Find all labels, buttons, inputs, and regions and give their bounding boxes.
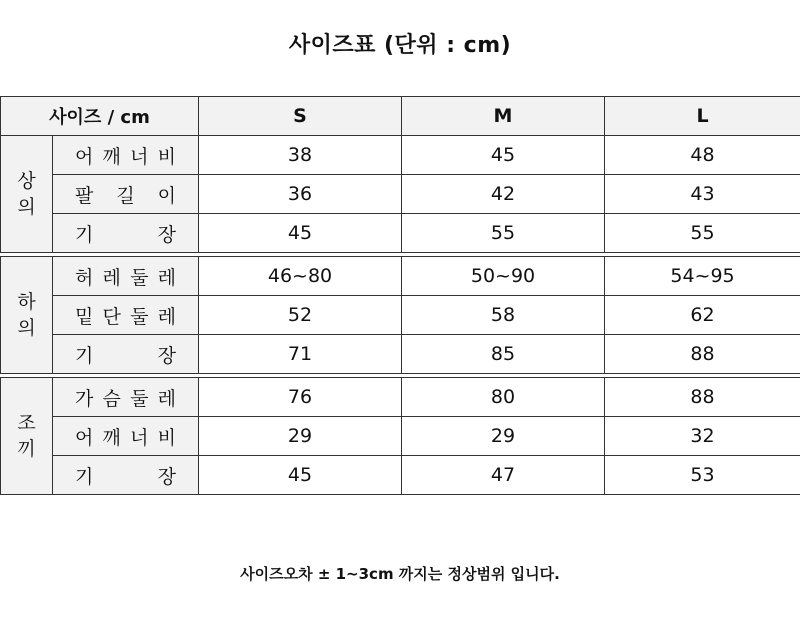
table-row bbox=[1, 456, 800, 495]
measurement-label bbox=[53, 423, 198, 450]
measurement-label bbox=[53, 462, 198, 489]
measurement-label-cell bbox=[53, 214, 199, 253]
measurement-label-char: 기 bbox=[75, 223, 94, 246]
measurement-label-char: 깨 bbox=[102, 145, 121, 168]
measurement-label-char: 레 bbox=[102, 266, 121, 289]
category-char: 상 bbox=[17, 170, 36, 192]
measurement-label-char: 기 bbox=[75, 465, 94, 488]
header-row bbox=[1, 97, 800, 136]
measurement-label bbox=[53, 341, 198, 368]
value-cell-m: 58 bbox=[402, 296, 605, 335]
header-size-s: S bbox=[199, 97, 402, 136]
value-cell-l: 88 bbox=[605, 378, 800, 417]
measurement-label-cell bbox=[53, 175, 199, 214]
table-row bbox=[1, 378, 800, 417]
header-size-m: M bbox=[402, 97, 605, 136]
value-cell-s: 52 bbox=[199, 296, 402, 335]
value-cell-s: 45 bbox=[199, 214, 402, 253]
category-char: 의 bbox=[17, 317, 36, 339]
table-row bbox=[1, 214, 800, 253]
measurement-label-cell bbox=[53, 417, 199, 456]
value-cell-l: 54~95 bbox=[605, 257, 800, 296]
value-cell-s: 38 bbox=[199, 136, 402, 175]
header-corner-cell: 사이즈 / cm bbox=[1, 97, 199, 136]
size-tolerance-note: 사이즈오차 ± 1~3cm 까지는 정상범위 입니다. bbox=[240, 565, 560, 583]
measurement-label bbox=[53, 384, 198, 411]
measurement-label-char: 레 bbox=[157, 266, 176, 289]
measurement-label-char: 어 bbox=[75, 426, 94, 449]
measurement-label-cell bbox=[53, 378, 199, 417]
measurement-label-cell bbox=[53, 456, 199, 495]
measurement-label-char: 레 bbox=[157, 387, 176, 410]
measurement-label-char: 너 bbox=[130, 145, 149, 168]
value-cell-m: 55 bbox=[402, 214, 605, 253]
value-cell-l: 43 bbox=[605, 175, 800, 214]
measurement-label-char: 팔 bbox=[75, 184, 94, 207]
category-cell-bottom bbox=[1, 257, 53, 374]
measurement-label-char: 깨 bbox=[102, 426, 121, 449]
measurement-label-char: 너 bbox=[130, 426, 149, 449]
value-cell-m: 29 bbox=[402, 417, 605, 456]
measurement-label bbox=[53, 263, 198, 290]
measurement-label-char: 기 bbox=[75, 344, 94, 367]
measurement-label-char: 레 bbox=[157, 305, 176, 328]
table-body bbox=[1, 136, 800, 495]
measurement-label-char: 단 bbox=[102, 305, 121, 328]
value-cell-l: 88 bbox=[605, 335, 800, 374]
measurement-label-char: 둘 bbox=[130, 387, 149, 410]
value-cell-s: 29 bbox=[199, 417, 402, 456]
category-char: 의 bbox=[17, 196, 36, 218]
value-cell-s: 71 bbox=[199, 335, 402, 374]
value-cell-m: 85 bbox=[402, 335, 605, 374]
category-char: 끼 bbox=[17, 438, 36, 460]
table-row bbox=[1, 257, 800, 296]
value-cell-s: 76 bbox=[199, 378, 402, 417]
measurement-label-char: 비 bbox=[157, 145, 176, 168]
value-cell-m: 45 bbox=[402, 136, 605, 175]
value-cell-l: 55 bbox=[605, 214, 800, 253]
measurement-label bbox=[53, 181, 198, 208]
value-cell-s: 46~80 bbox=[199, 257, 402, 296]
table-row bbox=[1, 335, 800, 374]
category-cell-top bbox=[1, 136, 53, 253]
value-cell-m: 80 bbox=[402, 378, 605, 417]
value-cell-m: 42 bbox=[402, 175, 605, 214]
measurement-label-char: 길 bbox=[116, 184, 135, 207]
measurement-label-char: 허 bbox=[75, 266, 94, 289]
size-chart-table bbox=[0, 96, 800, 495]
measurement-label-char: 밑 bbox=[75, 305, 94, 328]
table-row bbox=[1, 136, 800, 175]
value-cell-s: 45 bbox=[199, 456, 402, 495]
value-cell-l: 32 bbox=[605, 417, 800, 456]
category-char: 조 bbox=[17, 412, 36, 434]
value-cell-l: 53 bbox=[605, 456, 800, 495]
header-size-l: L bbox=[605, 97, 800, 136]
measurement-label-char: 장 bbox=[157, 344, 177, 367]
measurement-label-char: 슴 bbox=[102, 387, 121, 410]
measurement-label-char: 둘 bbox=[130, 305, 149, 328]
measurement-label-cell bbox=[53, 136, 199, 175]
measurement-label bbox=[53, 142, 198, 169]
measurement-label-char: 가 bbox=[75, 387, 94, 410]
measurement-label bbox=[53, 302, 198, 329]
category-char: 하 bbox=[17, 291, 36, 313]
table-row bbox=[1, 296, 800, 335]
category-cell-vest bbox=[1, 378, 53, 495]
measurement-label bbox=[53, 220, 198, 247]
measurement-label-char: 어 bbox=[75, 145, 94, 168]
measurement-label-cell bbox=[53, 335, 199, 374]
table-row bbox=[1, 417, 800, 456]
value-cell-m: 50~90 bbox=[402, 257, 605, 296]
value-cell-l: 48 bbox=[605, 136, 800, 175]
value-cell-s: 36 bbox=[199, 175, 402, 214]
page-title: 사이즈표 (단위 : cm) bbox=[288, 33, 512, 58]
measurement-label-cell bbox=[53, 257, 199, 296]
value-cell-l: 62 bbox=[605, 296, 800, 335]
measurement-label-char: 둘 bbox=[130, 266, 149, 289]
measurement-label-char: 이 bbox=[157, 184, 177, 207]
table-row bbox=[1, 175, 800, 214]
measurement-label-char: 장 bbox=[157, 223, 177, 246]
measurement-label-char: 장 bbox=[157, 465, 177, 488]
measurement-label-char: 비 bbox=[157, 426, 176, 449]
measurement-label-cell bbox=[53, 296, 199, 335]
value-cell-m: 47 bbox=[402, 456, 605, 495]
